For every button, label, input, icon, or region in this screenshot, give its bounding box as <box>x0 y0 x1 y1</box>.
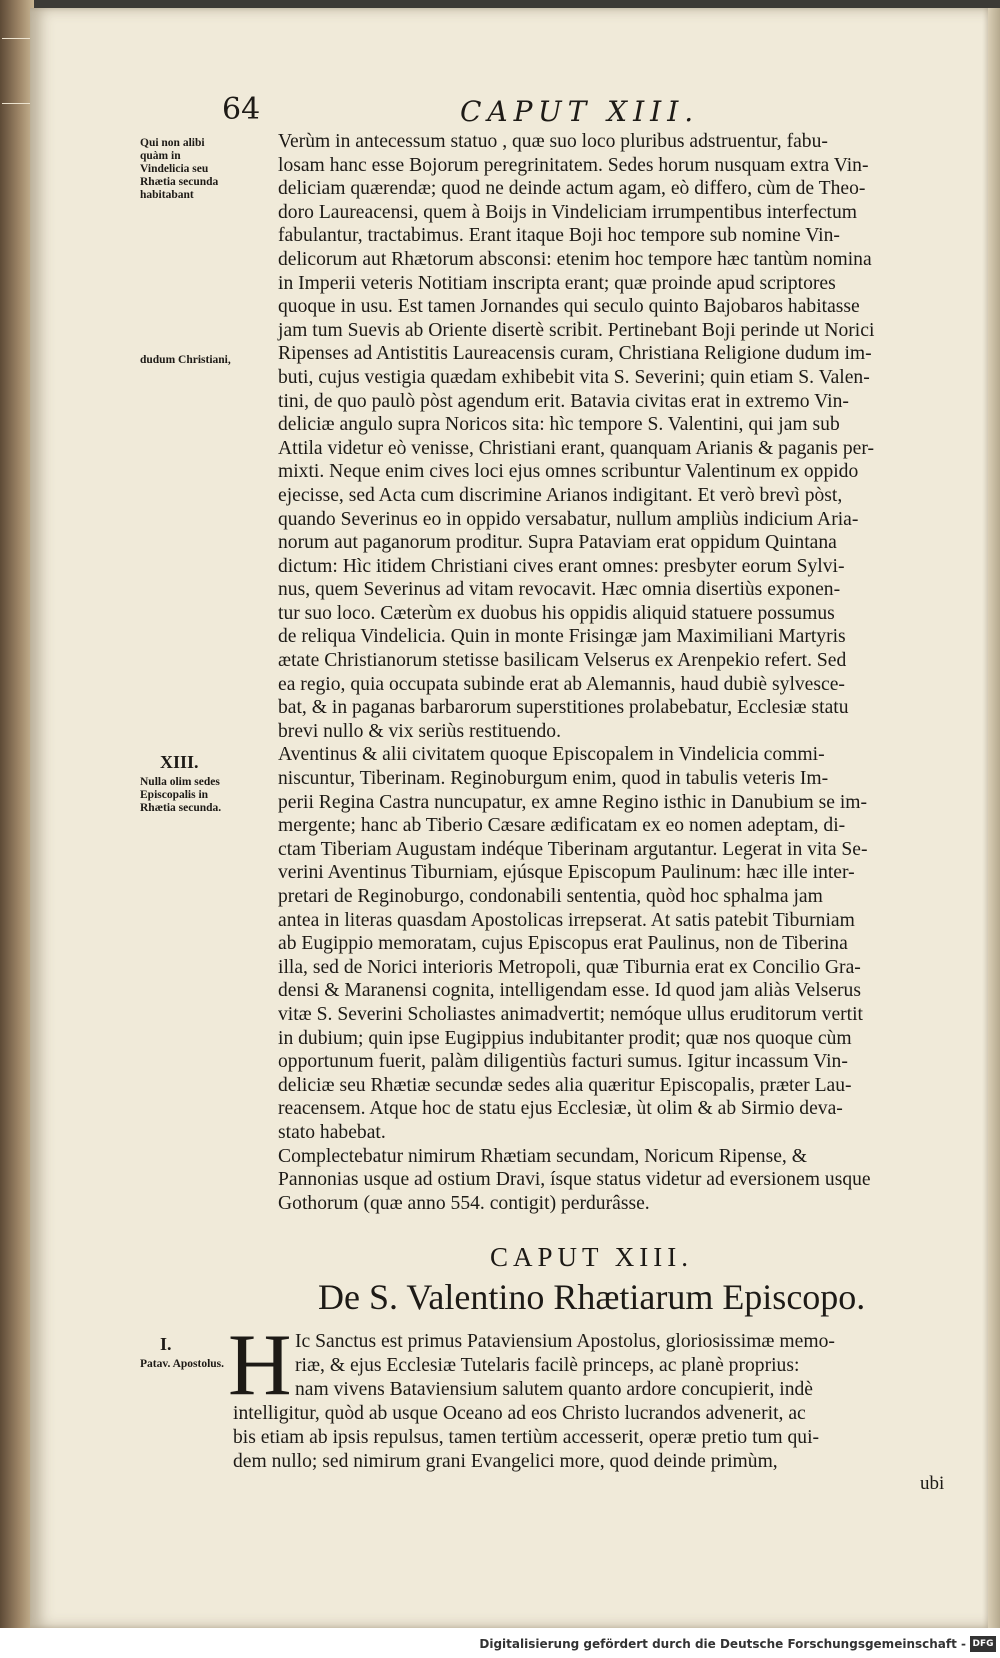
text-line: doro Laureacensi, quem à Boijs in Vindeliciam irrumpentibus interfectum <box>278 201 858 223</box>
drop-capital: H <box>228 1317 292 1414</box>
book-spine <box>0 0 34 1658</box>
text-line: Complectebatur nimirum Rhætiam secundam, Noricum Ripense, & <box>278 1145 807 1167</box>
page-number: 64 <box>222 92 261 127</box>
text-line: mergente; hanc ab Tiberio Cæsare ædificatam ex eo nomen adeptam, di- <box>278 815 846 837</box>
text-line: tur suo loco. Cæterùm ex duobus his oppidis aliquid statuere possumus <box>278 602 835 624</box>
margin-note: Patav. Apostolus. <box>140 1358 225 1370</box>
paragraph <box>233 1145 953 1216</box>
chapter-text <box>233 1330 953 1474</box>
text-line: brevi nullo & vix seriùs restituendo. <box>278 720 561 742</box>
text-line: pretari de Reginoburgo, condonabili sententia, quòd hoc sphalma jam <box>278 886 823 907</box>
text-line: stato habebat. <box>278 1121 386 1143</box>
text-line: Ic Sanctus est primus Pataviensium Apostolus, gloriosissimæ memo- <box>295 1331 835 1352</box>
text-line: Aventinus & alii civitatem quoque Episcopalem in Vindelicia commi- <box>278 744 825 766</box>
text-line: opportunum fuerit, palàm diligentiùs facturi sumus. Igitur incassum Vin- <box>278 1051 848 1073</box>
text-line: riæ, & ejus Ecclesiæ Tutelaris facilè princeps, ac planè proprius: <box>295 1355 800 1376</box>
margin-note-number: I. <box>160 1334 172 1354</box>
text-line: vitæ S. Severini Scholiastes animadvertit; nemóque ullus eruditorum vertit <box>278 1003 863 1025</box>
text-line: nam vivens Bataviensium salutem quanto ardore concupierit, indè <box>295 1379 814 1400</box>
text-line: buti, cujus vestigia quædam exhibebit vita S. Severini; quin etiam S. Valen- <box>278 366 870 388</box>
funding-credit: Digitalisierung gefördert durch die Deutsche Forschungsgemeinschaft - <box>479 1637 966 1651</box>
paragraph <box>233 743 953 1144</box>
text-line: perii Regina Castra nuncupatur, ex amne Regino isthic in Danubium se im- <box>278 791 868 813</box>
text-line: quoque in usu. Est tamen Jornandes qui seculo quinto Bajobaros habitasse <box>278 296 860 318</box>
footer-bar <box>0 1628 1000 1658</box>
text-line: intelligitur, quòd ab usque Oceano ad eos Christo lucrandos advenerit, ac <box>233 1403 806 1424</box>
running-head: CAPUT XIII. <box>460 95 700 128</box>
body-text <box>233 130 953 1215</box>
chapter-title: De S. Valentino Rhætiarum Episcopo. <box>318 1277 866 1317</box>
text-line: reacensem. Atque hoc de statu ejus Ecclesiæ, ùt olim & ab Sirmio deva- <box>278 1098 843 1120</box>
text-line: dem nullo; sed nimirum grani Evangelici more, quod deinde primùm, <box>233 1451 778 1472</box>
text-line: deliciæ seu Rhætiæ secundæ sedes alia quæritur Episcopalis, præter Lau- <box>278 1074 852 1096</box>
paragraph <box>233 130 953 743</box>
text-line: jam tum Suevis ab Oriente disertè scribit. Pertinebant Boji perinde ut Norici <box>278 319 875 341</box>
text-line: Ripenses ad Antistitis Laureacensis curam, Christiana Religione dudum im- <box>278 343 872 365</box>
page-edge <box>988 8 1000 1628</box>
dfg-logo: DFG <box>970 1636 996 1652</box>
text-line: losam hanc esse Bojorum peregrinitatem. Sedes horum nusquam extra Vin- <box>278 154 869 176</box>
text-line: in Imperii veteris Notitiam inscripta erant; quæ proinde apud scriptores <box>278 272 836 294</box>
text-line: verini Aventinus Tiburniam, ejúsque Episcopum Paulinum: hæc ille inter- <box>278 862 855 884</box>
chapter-label: CAPUT XIII. <box>490 1242 693 1272</box>
text-line: ab Eugippio memoratam, cujus Episcopus erat Paulinus, non de Tiberina <box>278 933 848 955</box>
text-line: densi & Maranensi cognita, intelligendam esse. Id quod jam aliàs Velserus <box>278 980 861 1002</box>
text-line: ctam Tiberiam Augustam indéque Tiberinam argutantur. Legerat in vita Se- <box>278 838 868 860</box>
margin-note: Nulla olim sedes Episcopalis in Rhætia secunda. <box>140 776 222 814</box>
text-line: Gothorum (quæ anno 554. contigit) perdurâsse. <box>278 1192 650 1214</box>
text-line: Pannonias usque ad ostium Dravi, ísque status videtur ad eversionem usque <box>278 1169 871 1191</box>
text-line: nus, quem Severinus ad vitam revocavit. Hæc omnia disertiùs exponen- <box>278 579 841 601</box>
text-line: antea in literas quasdam Apostolicas irrepserat. At satis patebit Tiburniam <box>278 909 855 931</box>
text-line: deliciæ angulo supra Noricos sita: hìc tempore S. Valentini, qui jam sub <box>278 414 840 436</box>
text-line: quando Severinus eo in oppido versabatur, nullum ampliùs indicium Aria- <box>278 508 859 530</box>
text-line: ejecisse, sed Acta cum discrimine Arianos indigitant. Et verò brevì pòst, <box>278 484 843 506</box>
text-line: dictum: Hìc itidem Christiani cives erant omnes: presbyter eorum Sylvi- <box>278 555 845 577</box>
text-line: illa, sed de Norici interioris Metropoli, quæ Tiburnia erat ex Concilio Gra- <box>278 956 861 978</box>
text-line: bis etiam ab ipsis repulsus, tamen tertiùm accesserit, operæ pretio tum qui- <box>233 1427 820 1448</box>
text-line: bat, & in paganas barbarorum superstitiones prolabebatur, Ecclesiæ statu <box>278 697 849 719</box>
text-line: Attila videtur eò venisse, Christiani erant, quanquam Arianis & paganis per- <box>278 437 874 459</box>
text-line: mixti. Neque enim cives loci ejus omnes scribuntur Valentinum ex oppido <box>278 461 859 483</box>
margin-note: dudum Christiani, <box>140 354 231 366</box>
text-line: delicorum aut Rhætorum absconsi: etenim hoc tempore hæc tantùm nomina <box>278 248 872 270</box>
text-line: niscuntur, Tiberinam. Reginoburgum enim, quod in tabulis veteris Im- <box>278 768 829 790</box>
text-line: de reliqua Vindelicia. Quin in monte Frisingæ jam Maximiliani Martyris <box>278 626 846 648</box>
text-line: norum aut paganorum proditur. Supra Pataviam erat oppidum Quintana <box>278 532 837 554</box>
text-line: in dubium; quin ipse Eugippius indubitanter prodit; quæ nos quoque cùm <box>278 1027 852 1049</box>
text-line: deliciam quærendæ; quod ne deinde actum agam, eò differo, cùm de Theo- <box>278 178 866 200</box>
margin-note-number: XIII. <box>160 752 199 772</box>
text-line: fabulantur, tractabimus. Erant itaque Boji hoc tempore sub nomine Vin- <box>278 225 840 247</box>
catchword: ubi <box>920 1473 945 1494</box>
text-line: ætate Christianorum stetisse basilicam Velserus ex Arenpekio refert. Sed <box>278 650 847 672</box>
margin-note: Qui non alibi quàm in Vindelicia seu Rhætia secunda habitabant <box>140 137 219 201</box>
text-line: tini, de quo paulò pòst agendum erit. Batavia civitas erat in extremo Vin- <box>278 390 849 412</box>
text-line: Verùm in antecessum statuo , quæ suo loco pluribus adstruentur, fabu- <box>278 131 828 152</box>
text-line: ea regio, quia occupata subinde erat ab Alemannis, haud dubiè sylvesce- <box>278 673 845 695</box>
